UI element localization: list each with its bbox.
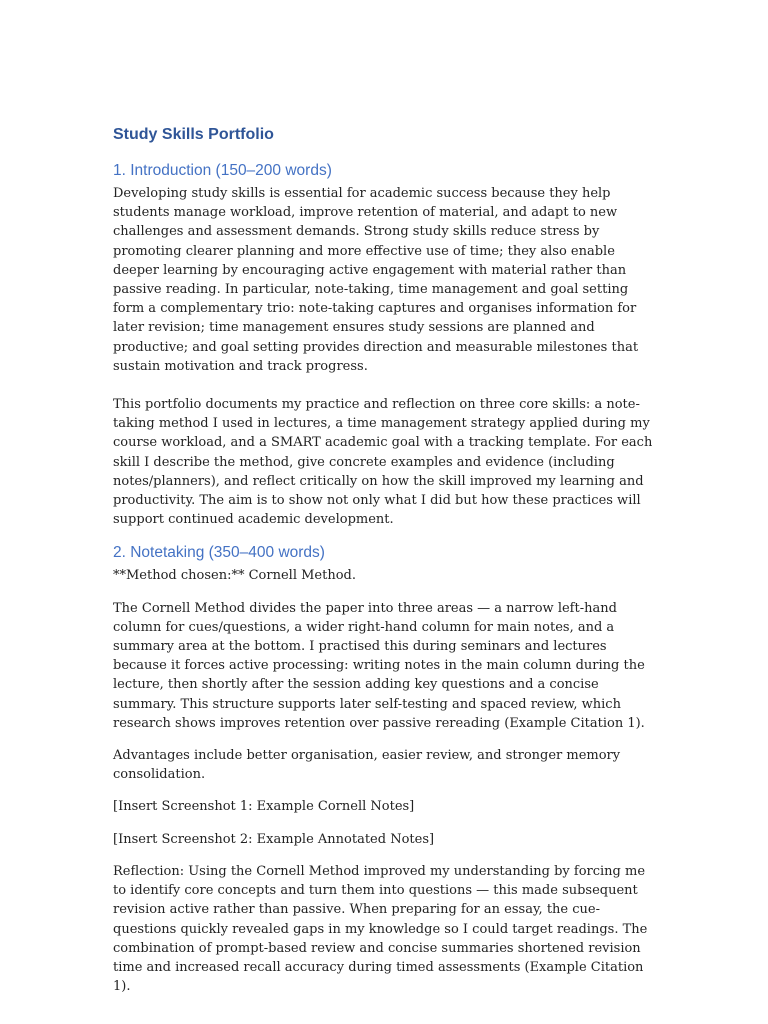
screenshot-placeholder-1: [Insert Screenshot 1: Example Cornell Notes] [113,799,415,815]
advantages-paragraph: Advantages include better organisation, easier review, and stronger memory consolidation. [113,748,621,783]
introduction-paragraph-1: Developing study skills is essential for academic success because they help students manage workload, improve retention of material, and adapt to new challenges and assessment demands. Strong study skills reduce stress by promoting clearer planning and more effective use of time; they also enable deeper learning by encouraging active engagement with material rather than passive reading. In particular, note-taking, time management and goal setting form a complementary trio: note-taking captures and organises information for later revision; time management ensures study sessions are planned and productive; and goal setting provides direction and measurable milestones that sustain motivation and track progress. [113,186,639,374]
introduction-paragraph-2: This portfolio documents my practice and reflection on three core skills: a note-taking method I used in lectures, a time management strategy applied during my course workload, and a SMART academic goal with a tracking template. For each skill I describe the method, give concrete examples and evidence (including notes/planners), and reflect critically on how the skill improved my learning and productivity. The aim is to show not only what I did but how these practices will support continued academic development. [113,397,653,528]
section-heading-notetaking: 2. Notetaking (350–400 words) [113,544,325,562]
document-body [113,125,658,996]
method-chosen-paragraph: **Method chosen:** Cornell Method. [113,568,356,584]
cornell-method-paragraph: The Cornell Method divides the paper into three areas — a narrow left-hand column for cues/questions, a wider right-hand column for main notes, and a summary area at the bottom. I practised this during seminars and lectures because it forces active processing: writing notes in the main column during the lecture, then shortly after the session adding key questions and a concise summary. This structure supports later self-testing and spaced review, which research shows improves retention over passive rereading (Example Citation 1). [113,600,645,731]
document-title: Study Skills Portfolio [113,126,274,143]
reflection-paragraph: Reflection: Using the Cornell Method improved my understanding by forcing me to identify core concepts and turn them into questions — this made subsequent revision active rather than passive. When preparing for an essay, the cue-questions quickly revealed gaps in my knowledge so I could target readings. The combination of prompt-based review and concise summaries shortened revision time and increased recall accuracy during timed assessments (Example Citation 1). [113,863,648,995]
screenshot-placeholder-2: [Insert Screenshot 2: Example Annotated Notes] [113,831,435,847]
section-heading-introduction: 1. Introduction (150–200 words) [113,162,332,179]
section-spacer [113,529,658,543]
